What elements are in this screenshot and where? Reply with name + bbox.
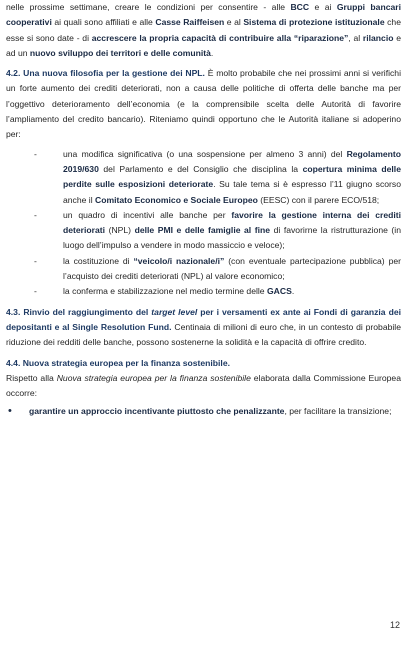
page-number: 12 (389, 619, 400, 630)
bold-run: “veicolo/i nazionale/i” (133, 255, 225, 266)
text-run: 4.3. Rinvio del raggiungimento del (6, 306, 152, 317)
text-run: la conferma e stabilizzazione nel medio termine delle (63, 286, 267, 297)
section-4-4-heading-line (6, 356, 401, 371)
section-4-2-heading: 4.2. Una nuova filosofia per la gestione dei NPL. (6, 68, 205, 79)
npl-measures-list (6, 147, 401, 300)
list-item (63, 284, 401, 299)
section-4-4-heading: 4.4. Nuova strategia europea per la finanza sostenibile. (6, 357, 230, 368)
section-4-3-paragraph (6, 305, 401, 351)
text-run: e ai (309, 2, 337, 12)
bold-run: rilancio (362, 32, 394, 43)
text-run: (NPL) (105, 225, 135, 236)
bold-run: accrescere la propria capacità di contribuire alla “riparazione” (91, 32, 349, 43)
bold-run: Casse Raiffeisen (155, 17, 225, 28)
text-run: ai quali sono affiliati e alle (51, 17, 156, 28)
section-4-2-text: È molto probabile che nei prossimi anni si verifichi un forte aumento dei crediti deteriorati, non a causa delle politiche di offerta delle banche ma per l’oggettivo deterioramento dell’economia (e la comprensibile scelta delle Autorità di favorire l’ampliamento del credito bancario). Riteniamo quindi opportuno che le Autorità italiane si adoperino per: (6, 68, 401, 140)
bold-run: favorire la gestione interna dei crediti deteriorati (63, 209, 402, 236)
bold-run: GACS (266, 286, 292, 297)
text-run: una modifica significativa (o una sospensione per almeno 3 anni) del (63, 148, 347, 159)
text-run: di favorirne la ristrutturazione (in luogo dell’impulso a vendere in modo massiccio e veloce); (63, 225, 401, 251)
list-item (63, 208, 401, 254)
text-run: e ad un (6, 32, 401, 58)
text-run: , al (348, 32, 363, 43)
list-item (63, 147, 401, 208)
text-run: Rispetto alla (6, 372, 57, 383)
text-run: . (291, 286, 295, 297)
intro-paragraph (6, 0, 401, 61)
section-4-4-paragraph (6, 371, 401, 402)
document-page (6, 0, 401, 420)
bold-run: Sistema di protezione istituzionale (243, 17, 385, 28)
text-run: , per facilitare la transizione; (284, 406, 392, 417)
text-run: che esse si sono date - di (6, 17, 401, 43)
text-run: elaborata dalla Commissione Europea occorre: (6, 372, 401, 399)
bold-run: Comitato Economico e Sociale Europeo (95, 194, 258, 205)
text-run: del Parlamento e del Consiglio che disciplina la (98, 163, 303, 174)
bold-run: delle PMI e delle famiglie al fine (134, 225, 271, 236)
text-run: . Su tale tema si è espresso l’11 giugno scorso anche il (63, 179, 401, 205)
bold-run: copertura minima delle perdite sulle esposizioni deteriorate (63, 163, 401, 190)
text-run: e al (224, 17, 244, 28)
text-run: (EESC) con il parere ECO/518; (257, 194, 380, 205)
list-item (29, 404, 401, 419)
bold-run: nuovo sviluppo dei territori e delle comunità (29, 47, 211, 58)
text-run: (con eventuale partecipazione pubblica) per l’acquisto dei crediti deteriorati (NPL) al valore economico; (63, 255, 401, 282)
bold-run: Gruppi bancari cooperativi (6, 2, 401, 28)
text-run: . (210, 47, 214, 58)
strategy-list (6, 404, 401, 419)
text-run: per i versamenti ex ante ai Fondi di garanzia dei depositanti e al Single Resolution Fund. (6, 306, 401, 332)
text-run: un quadro di incentivi alle banche per (63, 209, 232, 220)
bold-run: BCC (290, 2, 310, 12)
bold-run: Regolamento 2019/630 (63, 148, 401, 174)
bold-run: garantire un approccio incentivante piuttosto che penalizzante (29, 406, 285, 417)
text-run: nelle prossime settimane, creare le condizioni per consentire - alle (6, 2, 291, 12)
italic-run: Nuova strategia europea per la finanza sostenibile (56, 372, 251, 383)
list-item (63, 254, 401, 285)
section-4-3-text: Centinaia di milioni di euro che, in un contesto di probabile riduzione dei redditi delle banche, possono sostenerne la solidità e la capacità di offrire credito. (6, 321, 401, 348)
text-run: la costituzione di (63, 255, 134, 266)
italic-run: target level (151, 306, 198, 317)
section-4-2-paragraph (6, 66, 401, 142)
